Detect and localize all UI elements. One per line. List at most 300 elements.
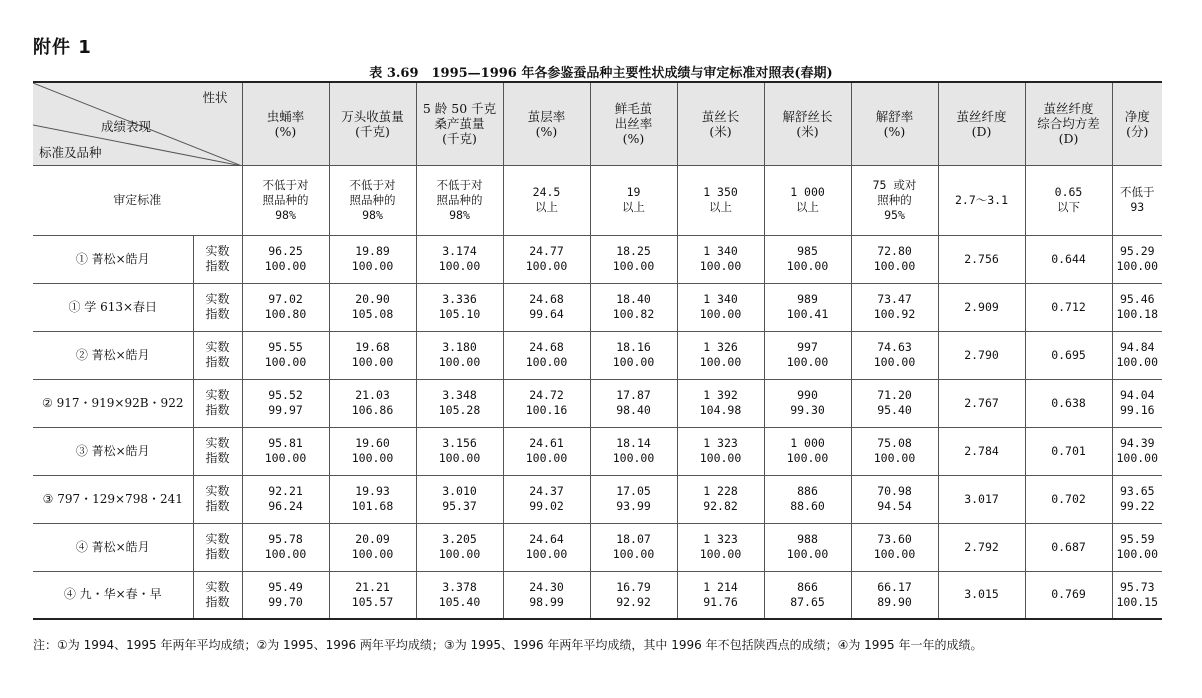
index-label: 指数 bbox=[205, 594, 230, 609]
variety-name: ② 菁松×皓月 bbox=[33, 331, 193, 379]
column-header bbox=[938, 82, 1025, 165]
index-value: 100.00 bbox=[873, 259, 916, 273]
table-cell bbox=[503, 283, 590, 331]
actual-value: 3.348 bbox=[442, 388, 477, 402]
column-header-line: 解舒丝长 bbox=[782, 108, 833, 124]
standard-value-line: 24.5 bbox=[532, 185, 561, 199]
actual-value: 75.08 bbox=[877, 436, 912, 450]
table-cell bbox=[764, 427, 851, 475]
actual-value: 94.04 bbox=[1119, 388, 1155, 402]
index-value: 88.60 bbox=[790, 499, 825, 513]
table-cell bbox=[1025, 427, 1112, 475]
table-cell bbox=[764, 379, 851, 427]
table-cell bbox=[242, 571, 329, 619]
column-header-line: 茧丝纤度 bbox=[956, 108, 1007, 124]
table-cell bbox=[329, 475, 416, 523]
index-value: 100.00 bbox=[525, 259, 568, 273]
column-header-line: 虫蛹率 bbox=[266, 108, 305, 124]
attachment-label: 附件 1 bbox=[33, 37, 92, 58]
table-cell bbox=[938, 379, 1025, 427]
actual-value: 2.790 bbox=[964, 347, 999, 362]
actual-value: 97.02 bbox=[268, 292, 303, 306]
standard-value-line: 75 或对 bbox=[872, 177, 917, 192]
table-cell bbox=[329, 523, 416, 571]
standard-value-line: 照品种的 bbox=[349, 192, 396, 207]
actual-value: 24.64 bbox=[529, 532, 564, 546]
table-caption: 表 3.69 1995—1996 年各参鉴蚕品种主要性状成绩与审定标准对照表(春期) bbox=[369, 66, 833, 81]
value-type-labels bbox=[193, 427, 242, 475]
standard-value-line: 以上 bbox=[796, 200, 819, 214]
index-value: 100.00 bbox=[525, 355, 568, 369]
standard-value-line: 93 bbox=[1130, 200, 1145, 214]
table-cell bbox=[590, 331, 677, 379]
variety-name: ④ 菁松×皓月 bbox=[33, 523, 193, 571]
variety-name: ③ 菁松×皓月 bbox=[33, 427, 193, 475]
actual-value: 24.37 bbox=[529, 484, 564, 498]
index-value: 100.00 bbox=[1116, 259, 1159, 273]
column-header bbox=[416, 82, 503, 165]
index-value: 100.00 bbox=[264, 259, 307, 273]
table-row bbox=[33, 283, 1162, 331]
table-cell bbox=[242, 235, 329, 283]
index-value: 100.00 bbox=[873, 355, 916, 369]
actual-value: 95.46 bbox=[1119, 292, 1155, 306]
actual-value: 18.40 bbox=[616, 292, 651, 306]
variety-name: ① 菁松×皓月 bbox=[33, 235, 193, 283]
index-label: 指数 bbox=[205, 403, 230, 417]
index-value: 100.00 bbox=[612, 451, 655, 465]
index-value: 99.16 bbox=[1119, 403, 1155, 417]
actual-value: 1 000 bbox=[790, 436, 825, 450]
actual-value: 95.59 bbox=[1119, 532, 1155, 546]
table-cell bbox=[851, 523, 938, 571]
standard-value bbox=[590, 165, 677, 235]
table-cell bbox=[938, 235, 1025, 283]
header-row bbox=[33, 82, 1162, 165]
standard-value bbox=[1112, 165, 1162, 235]
actual-value: 0.702 bbox=[1051, 491, 1086, 506]
table-cell bbox=[416, 523, 503, 571]
table-cell bbox=[416, 283, 503, 331]
actual-value: 2.784 bbox=[964, 443, 999, 458]
index-value: 100.15 bbox=[1116, 594, 1159, 609]
actual-value: 1 323 bbox=[703, 532, 738, 546]
actual-value: 1 340 bbox=[703, 292, 738, 306]
table-cell bbox=[590, 523, 677, 571]
actual-value: 3.017 bbox=[964, 491, 999, 506]
actual-value: 0.687 bbox=[1051, 539, 1086, 554]
table-cell bbox=[851, 379, 938, 427]
actual-value: 95.81 bbox=[268, 436, 303, 450]
actual-value: 0.638 bbox=[1051, 395, 1086, 410]
index-value: 94.54 bbox=[877, 499, 912, 513]
table-cell bbox=[1112, 331, 1162, 379]
table-cell bbox=[590, 283, 677, 331]
table-cell bbox=[764, 571, 851, 619]
table-row bbox=[33, 235, 1162, 283]
table-cell bbox=[677, 283, 764, 331]
actual-value: 96.25 bbox=[268, 244, 303, 258]
index-value: 98.40 bbox=[616, 403, 651, 417]
value-type-labels bbox=[193, 283, 242, 331]
index-value: 100.00 bbox=[351, 355, 394, 369]
index-value: 100.00 bbox=[264, 547, 307, 561]
table-cell bbox=[590, 235, 677, 283]
actual-value: 24.72 bbox=[529, 388, 564, 402]
actual-value: 988 bbox=[797, 532, 818, 546]
standard-value-line: 以上 bbox=[622, 200, 645, 214]
actual-value: 886 bbox=[797, 484, 818, 498]
actual-value: 3.015 bbox=[964, 587, 999, 602]
table-cell bbox=[938, 331, 1025, 379]
index-label: 指数 bbox=[205, 499, 230, 513]
table-footnote: 注：①为 1994、1995 年两年平均成绩；②为 1995、1996 两年平均成绩；③为 1995、1996 年两年平均成绩，其中 1996 年不包括陕西点的成绩；④为 1995 年一年的成绩。 bbox=[33, 638, 983, 652]
table-cell bbox=[938, 523, 1025, 571]
table-cell bbox=[677, 571, 764, 619]
actual-value: 19.68 bbox=[355, 340, 390, 354]
standard-value-line: 不低于对 bbox=[436, 177, 483, 192]
standard-value bbox=[677, 165, 764, 235]
actual-label: 实数 bbox=[205, 579, 230, 594]
index-value: 100.18 bbox=[1116, 307, 1159, 321]
actual-value: 95.73 bbox=[1119, 579, 1155, 594]
index-value: 100.00 bbox=[786, 451, 829, 465]
actual-value: 18.25 bbox=[616, 244, 651, 258]
standard-value bbox=[416, 165, 503, 235]
table-cell bbox=[851, 427, 938, 475]
index-value: 96.24 bbox=[268, 499, 303, 513]
index-value: 89.90 bbox=[877, 594, 912, 609]
table-cell bbox=[1112, 427, 1162, 475]
column-header-line: 万头收茧量 bbox=[341, 108, 404, 124]
variety-name: ② 917・919×92B・922 bbox=[33, 379, 193, 427]
standard-value-line: 95% bbox=[884, 207, 905, 222]
actual-value: 20.09 bbox=[355, 532, 390, 546]
actual-value: 20.90 bbox=[355, 292, 390, 306]
table-cell bbox=[242, 379, 329, 427]
actual-value: 1 323 bbox=[703, 436, 738, 450]
column-header-line: 鲜毛茧 bbox=[614, 101, 653, 117]
index-value: 100.00 bbox=[699, 547, 742, 561]
actual-value: 92.21 bbox=[268, 484, 303, 498]
standard-value bbox=[764, 165, 851, 235]
actual-value: 21.21 bbox=[355, 579, 390, 594]
table-cell bbox=[1025, 235, 1112, 283]
actual-value: 2.756 bbox=[964, 251, 999, 266]
table-cell bbox=[416, 571, 503, 619]
column-header-line: 桑产茧量 bbox=[434, 116, 485, 132]
index-value: 100.00 bbox=[438, 259, 481, 273]
actual-value: 985 bbox=[797, 244, 818, 258]
actual-value: 3.336 bbox=[442, 292, 477, 306]
actual-value: 94.39 bbox=[1119, 436, 1155, 450]
standard-value-line: 98% bbox=[275, 207, 296, 222]
table-cell bbox=[1112, 379, 1162, 427]
actual-value: 93.65 bbox=[1119, 484, 1155, 498]
column-header-line: 茧层率 bbox=[527, 108, 566, 124]
standard-value-line: 照品种的 bbox=[262, 192, 309, 207]
table-cell bbox=[503, 235, 590, 283]
table-cell bbox=[938, 283, 1025, 331]
actual-value: 19.93 bbox=[355, 484, 390, 498]
index-label: 指数 bbox=[205, 547, 230, 561]
table-cell bbox=[1112, 571, 1162, 619]
index-value: 100.00 bbox=[873, 451, 916, 465]
table-cell bbox=[503, 331, 590, 379]
corner-standard-label: 标准及品种 bbox=[39, 145, 102, 160]
index-label: 指数 bbox=[205, 259, 230, 273]
table-cell bbox=[677, 427, 764, 475]
table-cell bbox=[416, 475, 503, 523]
table-cell bbox=[329, 427, 416, 475]
table-cell bbox=[242, 283, 329, 331]
column-header-line: (分) bbox=[1126, 123, 1149, 139]
actual-value: 70.98 bbox=[877, 484, 912, 498]
index-value: 100.00 bbox=[351, 259, 394, 273]
actual-value: 95.55 bbox=[268, 340, 303, 354]
column-header bbox=[1025, 82, 1112, 165]
index-value: 100.41 bbox=[786, 307, 829, 321]
column-header-line: (千克) bbox=[355, 123, 390, 139]
value-type-labels bbox=[193, 571, 242, 619]
column-header bbox=[242, 82, 329, 165]
standard-value-line: 不低于对 bbox=[262, 177, 309, 192]
actual-value: 1 340 bbox=[703, 244, 738, 258]
actual-label: 实数 bbox=[205, 484, 230, 498]
index-value: 100.00 bbox=[699, 259, 742, 273]
actual-value: 95.52 bbox=[268, 388, 303, 402]
column-header-line: 出丝率 bbox=[614, 116, 653, 132]
index-value: 100.00 bbox=[525, 451, 568, 465]
index-value: 100.00 bbox=[438, 547, 481, 561]
actual-label: 实数 bbox=[205, 292, 230, 306]
actual-value: 95.78 bbox=[268, 532, 303, 546]
table-cell bbox=[1025, 523, 1112, 571]
standard-row bbox=[33, 165, 1162, 235]
column-header-line: 综合均方差 bbox=[1037, 116, 1100, 132]
table-cell bbox=[242, 523, 329, 571]
corner-performance-label: 成绩表现 bbox=[101, 119, 152, 134]
table-cell bbox=[938, 475, 1025, 523]
index-label: 指数 bbox=[205, 451, 230, 465]
index-value: 99.97 bbox=[268, 403, 303, 417]
index-value: 100.16 bbox=[525, 403, 568, 417]
variety-name: ③ 797・129×798・241 bbox=[33, 475, 193, 523]
actual-value: 1 392 bbox=[703, 388, 738, 402]
standard-value-line: 以上 bbox=[535, 200, 558, 214]
actual-value: 3.156 bbox=[442, 436, 477, 450]
actual-value: 73.47 bbox=[877, 292, 912, 306]
table-cell bbox=[503, 427, 590, 475]
table-cell bbox=[416, 379, 503, 427]
actual-value: 2.767 bbox=[964, 395, 999, 410]
column-header bbox=[590, 82, 677, 165]
index-value: 100.80 bbox=[264, 307, 307, 321]
standard-value-line: 照品种的 bbox=[436, 192, 483, 207]
index-value: 91.76 bbox=[703, 594, 738, 609]
table-cell bbox=[938, 571, 1025, 619]
actual-value: 17.05 bbox=[616, 484, 651, 498]
actual-value: 3.378 bbox=[442, 579, 477, 594]
table-cell bbox=[590, 379, 677, 427]
index-value: 100.00 bbox=[612, 355, 655, 369]
index-value: 100.00 bbox=[612, 547, 655, 561]
index-value: 100.00 bbox=[786, 547, 829, 561]
column-header bbox=[764, 82, 851, 165]
actual-value: 66.17 bbox=[877, 579, 912, 594]
standard-value-line: 19 bbox=[626, 185, 641, 199]
index-value: 92.92 bbox=[616, 594, 651, 609]
actual-label: 实数 bbox=[205, 340, 230, 354]
index-value: 100.00 bbox=[438, 451, 481, 465]
table-cell bbox=[764, 523, 851, 571]
table-cell bbox=[503, 379, 590, 427]
standard-value-line: 98% bbox=[449, 207, 470, 222]
table-cell bbox=[590, 475, 677, 523]
standard-value-line: 1 000 bbox=[790, 185, 825, 199]
actual-value: 989 bbox=[797, 292, 818, 306]
standard-value-line: 不低于 bbox=[1120, 185, 1155, 199]
table-cell bbox=[329, 379, 416, 427]
index-value: 100.92 bbox=[873, 307, 916, 321]
index-value: 99.02 bbox=[529, 499, 564, 513]
standard-value-line: 照种的 bbox=[877, 192, 912, 207]
index-value: 98.99 bbox=[529, 594, 564, 609]
column-header-line: 解舒率 bbox=[875, 108, 914, 124]
actual-value: 997 bbox=[797, 340, 818, 354]
table-cell bbox=[677, 331, 764, 379]
column-header bbox=[1112, 82, 1162, 165]
value-type-labels bbox=[193, 235, 242, 283]
table-cell bbox=[503, 571, 590, 619]
actual-value: 16.79 bbox=[616, 579, 651, 594]
column-header-line: (D) bbox=[971, 123, 992, 139]
actual-value: 72.80 bbox=[877, 244, 912, 258]
standard-value bbox=[329, 165, 416, 235]
table-cell bbox=[242, 475, 329, 523]
actual-value: 95.49 bbox=[268, 579, 303, 594]
table-cell bbox=[764, 235, 851, 283]
index-value: 100.00 bbox=[438, 355, 481, 369]
column-header-line: 茧丝长 bbox=[701, 108, 740, 124]
table-cell bbox=[242, 331, 329, 379]
actual-value: 18.16 bbox=[616, 340, 651, 354]
table-cell bbox=[416, 331, 503, 379]
index-value: 100.00 bbox=[525, 547, 568, 561]
actual-value: 2.909 bbox=[964, 299, 999, 314]
header-corner-cell bbox=[33, 82, 242, 165]
table-cell bbox=[851, 283, 938, 331]
index-value: 95.37 bbox=[442, 499, 477, 513]
actual-label: 实数 bbox=[205, 532, 230, 546]
variety-name: ④ 九・华×春・早 bbox=[33, 571, 193, 619]
index-value: 95.40 bbox=[877, 403, 912, 417]
table-cell bbox=[329, 331, 416, 379]
index-label: 指数 bbox=[205, 307, 230, 321]
column-header-line: (%) bbox=[535, 123, 558, 139]
actual-value: 24.68 bbox=[529, 292, 564, 306]
table-cell bbox=[851, 571, 938, 619]
value-type-labels bbox=[193, 379, 242, 427]
table-cell bbox=[851, 235, 938, 283]
column-header bbox=[329, 82, 416, 165]
actual-value: 0.644 bbox=[1051, 251, 1086, 266]
index-value: 100.00 bbox=[699, 355, 742, 369]
table-cell bbox=[677, 235, 764, 283]
table-cell bbox=[329, 235, 416, 283]
index-value: 100.00 bbox=[699, 451, 742, 465]
table-cell bbox=[1025, 475, 1112, 523]
column-header-line: (米) bbox=[796, 123, 819, 139]
actual-value: 3.010 bbox=[442, 484, 477, 498]
index-value: 87.65 bbox=[790, 594, 825, 609]
table-cell bbox=[1025, 283, 1112, 331]
standard-value bbox=[938, 165, 1025, 235]
actual-value: 17.87 bbox=[616, 388, 651, 402]
index-value: 100.00 bbox=[786, 259, 829, 273]
table-cell bbox=[764, 331, 851, 379]
standard-value-line: 不低于对 bbox=[349, 177, 396, 192]
table-cell bbox=[764, 283, 851, 331]
standard-value bbox=[1025, 165, 1112, 235]
index-value: 100.00 bbox=[1116, 451, 1159, 465]
actual-value: 866 bbox=[797, 579, 818, 594]
actual-label: 实数 bbox=[205, 436, 230, 450]
standard-label: 审定标准 bbox=[33, 165, 242, 235]
table-cell bbox=[416, 235, 503, 283]
actual-value: 18.14 bbox=[616, 436, 651, 450]
table-cell bbox=[677, 475, 764, 523]
actual-label: 实数 bbox=[205, 244, 230, 258]
actual-value: 0.769 bbox=[1051, 587, 1086, 602]
table-row bbox=[33, 427, 1162, 475]
table-cell bbox=[503, 523, 590, 571]
standard-value-line: 1 350 bbox=[703, 185, 738, 199]
actual-value: 74.63 bbox=[877, 340, 912, 354]
table-cell bbox=[1112, 523, 1162, 571]
actual-value: 0.712 bbox=[1051, 299, 1086, 314]
index-value: 100.00 bbox=[351, 547, 394, 561]
actual-value: 71.20 bbox=[877, 388, 912, 402]
actual-value: 94.84 bbox=[1119, 340, 1155, 354]
actual-value: 2.792 bbox=[964, 539, 999, 554]
table-cell bbox=[677, 523, 764, 571]
value-type-labels bbox=[193, 331, 242, 379]
variety-name: ① 学 613×春日 bbox=[33, 283, 193, 331]
actual-value: 1 326 bbox=[703, 340, 738, 354]
value-type-labels bbox=[193, 475, 242, 523]
standard-value bbox=[851, 165, 938, 235]
table-cell bbox=[938, 427, 1025, 475]
table-cell bbox=[590, 427, 677, 475]
index-value: 100.00 bbox=[264, 355, 307, 369]
column-header-line: (%) bbox=[883, 123, 906, 139]
standard-value-line: 98% bbox=[362, 207, 383, 222]
table-cell bbox=[1025, 379, 1112, 427]
actual-value: 0.695 bbox=[1051, 347, 1086, 362]
trait-comparison-table bbox=[33, 81, 1162, 620]
table-cell bbox=[851, 475, 938, 523]
table-cell bbox=[677, 379, 764, 427]
actual-value: 24.61 bbox=[529, 436, 564, 450]
standard-value bbox=[503, 165, 590, 235]
index-value: 100.00 bbox=[612, 259, 655, 273]
table-cell bbox=[590, 571, 677, 619]
table-cell bbox=[764, 475, 851, 523]
column-header-line: 5 龄 50 千克 bbox=[422, 101, 497, 117]
column-header-line: (%) bbox=[622, 131, 645, 147]
index-value: 105.10 bbox=[438, 307, 481, 321]
